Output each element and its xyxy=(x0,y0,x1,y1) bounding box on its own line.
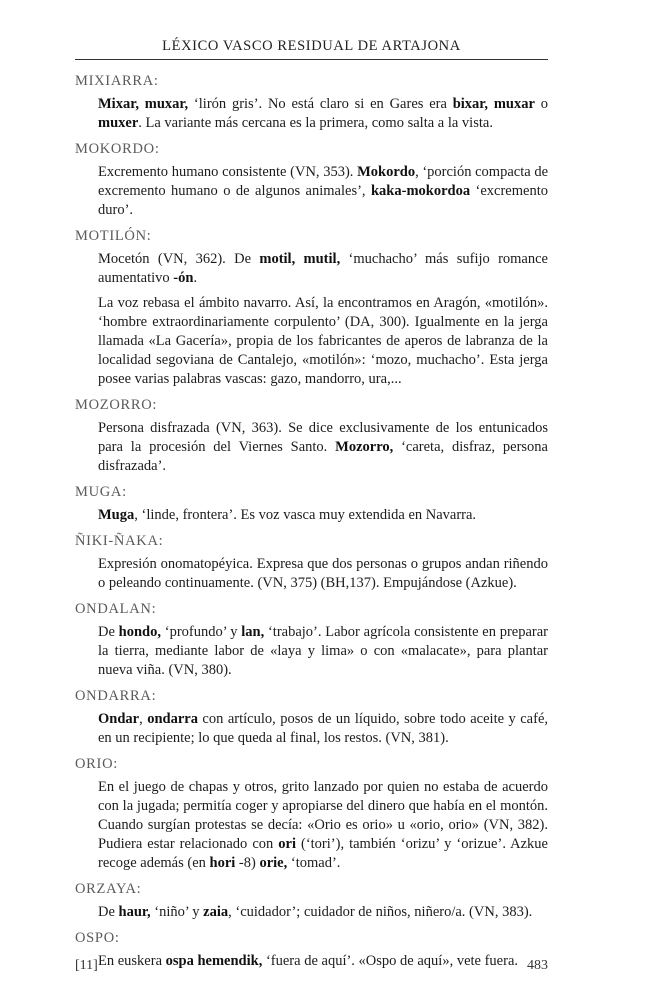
entry-headword: MUGA: xyxy=(75,484,127,500)
bold-term: ori xyxy=(278,836,296,852)
definition-text: En el juego de chapas y otros, grito lanzado por quien no estaba de acuerdo con la jugada; permitía coger y apropiarse del dinero que había en el montón. Cuando surgían protestas se decía: «Orio es orio» u «orio, orio» (VN, 382). Pudiera estar relacionado con xyxy=(98,779,548,852)
definition-text: En euskera xyxy=(98,953,166,969)
entry-definition xyxy=(98,903,548,922)
definition-text: ‘trabajo’. Labor agrícola consistente en preparar la tierra, mediante labor de «laya y lima» o con «malacate», para plantar nueva viña. (VN, 380). xyxy=(98,624,548,678)
entry-definition xyxy=(98,555,548,593)
definition-text: , ‘linde, frontera’. Es voz vasca muy extendida en Navarra. xyxy=(134,507,477,523)
entry-headword: ORIO: xyxy=(75,756,118,772)
definition-text: Mocetón (VN, 362). De xyxy=(98,251,260,267)
bold-term: Muga xyxy=(98,507,135,523)
glossary-entry xyxy=(75,686,548,748)
definition-text: . La variante más cercana es la primera, como salta a la vista. xyxy=(138,115,493,131)
definition-text: ‘careta, disfraz, persona disfrazada’. xyxy=(98,439,548,474)
entry-headword: MOKORDO: xyxy=(75,141,160,157)
definition-text: ‘muchacho’ más sufijo romance aumentativo xyxy=(98,251,548,286)
bold-term: bixar, muxar xyxy=(452,96,535,112)
bold-term: hondo, xyxy=(118,624,161,640)
entry-definition xyxy=(98,623,548,680)
definition-text: -8) xyxy=(235,855,260,871)
glossary-entry xyxy=(75,71,548,133)
bold-term: muxer xyxy=(98,115,139,131)
bold-term: Ondar xyxy=(98,711,140,727)
definition-text: Expresión onomatopéyica. Expresa que dos personas o grupos andan riñendo o peleando continuamente. (VN, 375) (BH,137). Empujándose (Azkue). xyxy=(98,556,548,591)
definition-text: ‘excremento duro’. xyxy=(98,183,548,218)
entry-headword: ORZAYA: xyxy=(75,881,142,897)
definition-text: ‘niño’ y xyxy=(150,904,204,920)
entry-definition xyxy=(98,710,548,748)
bold-term: haur, xyxy=(118,904,151,920)
bold-term: motil, mutil, xyxy=(259,251,341,267)
definition-text: ‘profundo’ y xyxy=(161,624,242,640)
definition-text: Persona disfrazada (VN, 363). Se dice exclusivamente de los entunicados para la procesión del Viernes Santo. xyxy=(98,420,548,455)
definition-text: ‘lirón gris’. No está claro si en Gares era xyxy=(188,96,453,112)
entry-definition xyxy=(98,952,548,971)
glossary-entry xyxy=(75,928,548,971)
definition-text: La voz rebasa el ámbito navarro. Así, la encontramos en Aragón, «motilón». ‘hombre extraordinariamente corpulento’ (DA, 300). Igualmente en la jerga llamada «La Gacería», propia de los fabricantes de aperos de labranza de la localidad segoviana de Cantalejo, «motilón»: ‘mozo, muchacho’. Esta jerga posee varias palabras vascas: gazo, mandorro, ura,... xyxy=(98,295,548,387)
entry-headword: MIXIARRA: xyxy=(75,73,159,89)
glossary-entry xyxy=(75,599,548,680)
definition-text: , xyxy=(139,711,148,727)
definition-text: con artículo, posos de un líquido, sobre todo aceite y café, en un recipiente; lo que queda al final, los restos. (VN, 381). xyxy=(98,711,548,746)
bold-term: ospa hemendik, xyxy=(165,953,263,969)
definition-text: o xyxy=(534,96,548,112)
entry-headword: ONDALAN: xyxy=(75,601,157,617)
glossary-entries xyxy=(75,71,548,977)
entry-definition xyxy=(98,163,548,220)
bold-term: lan, xyxy=(241,624,265,640)
entry-headword: ÑIKI-ÑAKA: xyxy=(75,533,164,549)
definition-text: ‘tomad’. xyxy=(287,855,341,871)
bold-term: ondarra xyxy=(147,711,198,727)
entry-definition xyxy=(98,95,548,133)
definition-text: ‘fuera de aquí’. «Ospo de aquí», vete fuera. xyxy=(262,953,518,969)
glossary-entry xyxy=(75,139,548,220)
definition-text: . xyxy=(193,270,198,286)
entry-headword: OSPO: xyxy=(75,930,120,946)
definition-text: , ‘porción compacta de excremento humano o de algunos animales’, xyxy=(98,164,549,199)
bold-term: Mozorro, xyxy=(335,439,394,455)
page-reference: [11] xyxy=(75,958,98,973)
entry-headword: ONDARRA: xyxy=(75,688,157,704)
bold-term: -ón xyxy=(173,270,194,286)
glossary-entry xyxy=(75,754,548,873)
glossary-entry xyxy=(75,531,548,593)
header-rule xyxy=(75,59,548,60)
entry-definition xyxy=(98,778,548,873)
definition-text: , ‘cuidador’; cuidador de niños, niñero/a. (VN, 383). xyxy=(228,904,533,920)
definition-text: Excremento humano consistente (VN, 353). xyxy=(98,164,358,180)
bold-term: kaka-mokordoa xyxy=(370,183,471,199)
entry-definition xyxy=(98,419,548,476)
definition-text: De xyxy=(98,624,119,640)
entry-definition xyxy=(98,294,548,389)
entry-definition xyxy=(98,506,548,525)
bold-term: orie, xyxy=(259,855,288,871)
bold-term: Mokordo xyxy=(357,164,416,180)
glossary-entry xyxy=(75,879,548,922)
definition-text: (‘tori’), también ‘orizu’ y ‘orizue’. Azkue recoge además (en xyxy=(98,836,548,871)
definition-text: De xyxy=(98,904,119,920)
bold-term: Mixar, muxar, xyxy=(98,96,189,112)
page-number: 483 xyxy=(527,958,548,973)
glossary-entry xyxy=(75,226,548,389)
glossary-entry xyxy=(75,482,548,525)
entry-headword: MOZORRO: xyxy=(75,397,158,413)
bold-term: zaia xyxy=(203,904,229,920)
running-header: LÉXICO VASCO RESIDUAL DE ARTAJONA xyxy=(162,38,461,54)
entry-definition xyxy=(98,250,548,288)
glossary-entry xyxy=(75,395,548,476)
bold-term: hori xyxy=(209,855,236,871)
entry-headword: MOTILÓN: xyxy=(75,228,152,244)
